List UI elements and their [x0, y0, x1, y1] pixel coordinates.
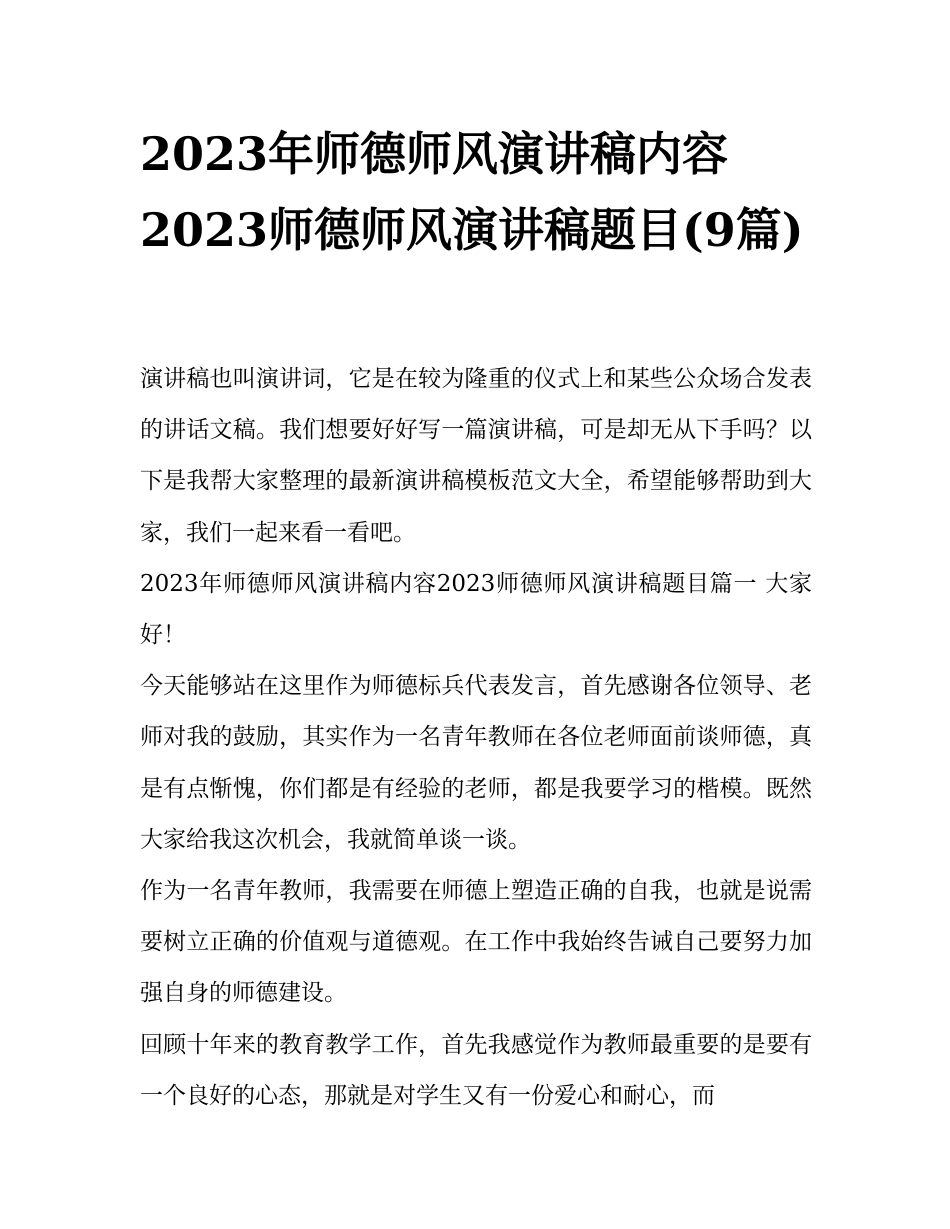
paragraph-opening: 今天能够站在这里作为师德标兵代表发言，首先感谢各位领导、老师对我的鼓励，其实作为一名青年教师在各位老师面前谈师德，真是有点惭愧，你们都是有经验的老师，都是我要学习的楷模。既然大家给我这次机会，我就简单谈一谈。: [140, 673, 812, 853]
paragraph-values: 作为一名青年教师，我需要在师德上塑造正确的自我，也就是说需要树立正确的价值观与道德观。在工作中我始终告诫自己要努力加强自身的师德建设。: [140, 878, 812, 1007]
document-body: [140, 354, 812, 1122]
paragraph-intro: 演讲稿也叫演讲词，它是在较为隆重的仪式上和某些公众场合发表的讲话文稿。我们想要好好写一篇演讲稿，可是却无从下手吗？以下是我帮大家整理的最新演讲稿模板范文大全，希望能够帮助到大家，我们一起来看一看吧。: [140, 366, 812, 546]
paragraph-greeting: 2023年师德师风演讲稿内容2023师德师风演讲稿题目篇一 大家好！: [140, 570, 812, 649]
paragraph-review: 回顾十年来的教育教学工作，首先我感觉作为教师最重要的是要有一个良好的心态，那就是对学生又有一份爱心和耐心，而: [140, 1031, 812, 1109]
document-title: 2023年师德师风演讲稿内容2023师德师风演讲稿题目(9篇): [140, 127, 804, 257]
